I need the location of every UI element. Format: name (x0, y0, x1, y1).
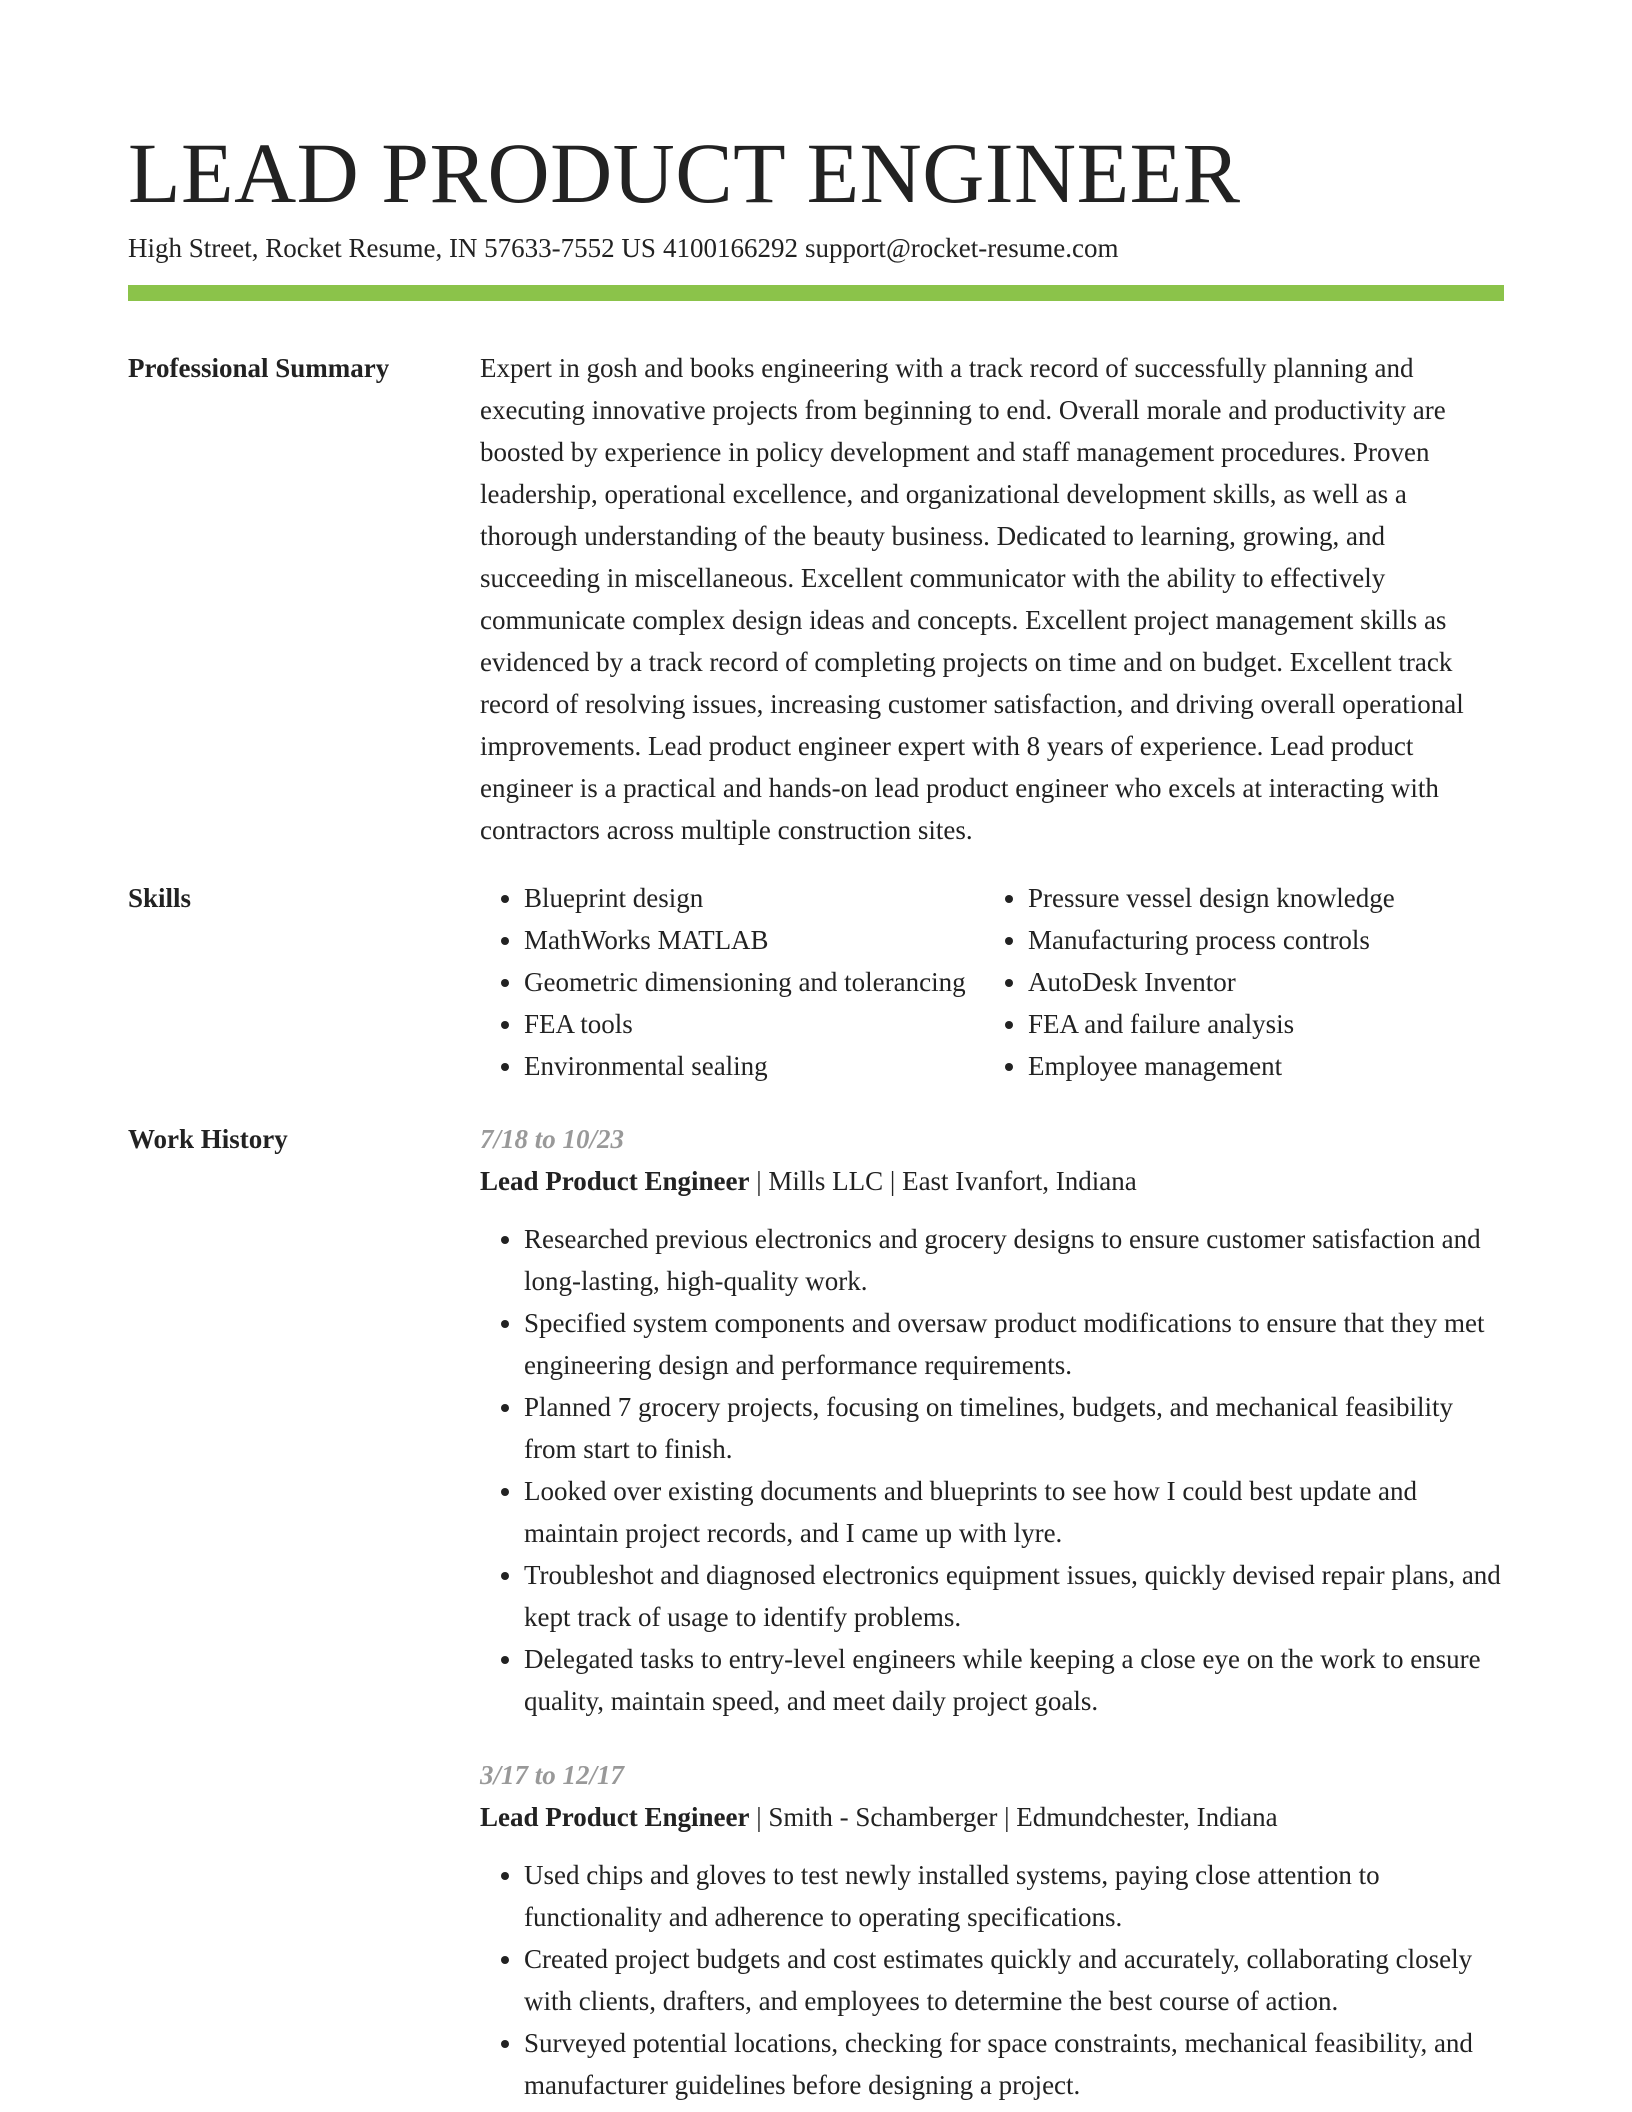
header-divider (128, 285, 1504, 301)
skill-item: • Pressure vessel design knowledge (1028, 877, 1488, 919)
skill-item: • AutoDesk Inventor (1028, 961, 1488, 1003)
contact-phone: 4100166292 (662, 233, 798, 263)
skills-list-left (480, 877, 984, 1087)
skill-item: • Manufacturing process controls (1028, 919, 1488, 961)
skill-item: • FEA and failure analysis (1028, 1003, 1488, 1045)
contact-address: High Street, Rocket Resume, IN 57633-7552 US (128, 233, 656, 263)
job-bullet: • Delegated tasks to entry-level engineers while keeping a close eye on the work to ensure quality, maintain speed, and meet daily project goals. (524, 1638, 1504, 1722)
job-entry (480, 1754, 1504, 2106)
job-bullet: • Surveyed potential locations, checking for space constraints, mechanical feasibility, and manufacturer guidelines before designing a project. (524, 2022, 1504, 2106)
job-bullet: • Troubleshot and diagnosed electronics equipment issues, quickly devised repair plans, and kept track of usage to identify problems. (524, 1554, 1504, 1638)
summary-body (480, 347, 1504, 851)
job-entry (480, 1118, 1504, 1722)
job-title: Lead Product Engineer (480, 1802, 750, 1832)
contact-line (128, 230, 1118, 266)
summary-text: Expert in gosh and books engineering with a track record of successfully planning and executing innovative projects from beginning to end. Overall morale and productivity are boosted by experience in policy development and staff management procedures. Proven leadership, operational excellence, and organizational development skills, as well as a thorough understanding of the beauty business. Dedicated to learning, growing, and succeeding in miscellaneous. Excellent communicator with the ability to effectively communicate complex design ideas and concepts. Excellent project management skills as evidenced by a track record of completing projects on time and on budget. Excellent track record of resolving issues, increasing customer satisfaction, and driving overall operational improvements. Lead product engineer expert with 8 years of experience. Lead product engineer is a practical and hands-on lead product engineer who excels at interacting with contractors across multiple construction sites. (480, 353, 1464, 845)
resume-name-heading: LEAD PRODUCT ENGINEER (128, 125, 1241, 221)
skill-item: • FEA tools (524, 1003, 984, 1045)
job-bullet: • Specified system components and oversaw product modifications to ensure that they met engineering design and performance requirements. (524, 1302, 1504, 1386)
skill-item: • Geometric dimensioning and tolerancing (524, 961, 984, 1003)
job-bullet: • Created project budgets and cost estimates quickly and accurately, collaborating closely with clients, drafters, and employees to determine the best course of action. (524, 1938, 1504, 2022)
job-company-location: | Smith - Schamberger | Edmundchester, Indiana (749, 1802, 1278, 1832)
skill-item: • MathWorks MATLAB (524, 919, 984, 961)
skills-list-right (984, 877, 1488, 1087)
job-title: Lead Product Engineer (480, 1166, 750, 1196)
work-history-body (480, 1118, 1504, 2106)
job-bullet: • Planned 7 grocery projects, focusing on timelines, budgets, and mechanical feasibility from start to finish. (524, 1386, 1504, 1470)
job-dates: 3/17 to 12/17 (480, 1760, 625, 1790)
job-company-location: | Mills LLC | East Ivanfort, Indiana (749, 1166, 1137, 1196)
job-title-line (480, 1160, 1504, 1202)
job-bullet: • Looked over existing documents and blueprints to see how I could best update and maintain project records, and I came up with lyre. (524, 1470, 1504, 1554)
skill-item: • Environmental sealing (524, 1045, 984, 1087)
skill-item: • Employee management (1028, 1045, 1488, 1087)
work-history-section-title: Work History (128, 1124, 288, 1154)
job-bullets (480, 1854, 1504, 2106)
job-bullet: • Used chips and gloves to test newly installed systems, paying close attention to functionality and adherence to operating specifications. (524, 1854, 1504, 1938)
summary-section-title: Professional Summary (128, 353, 390, 383)
job-bullets (480, 1218, 1504, 1722)
contact-email: support@rocket-resume.com (804, 233, 1119, 263)
job-title-line (480, 1796, 1504, 1838)
skills-section-title: Skills (128, 883, 192, 913)
job-bullet: • Researched previous electronics and grocery designs to ensure customer satisfaction and long-lasting, high-quality work. (524, 1218, 1504, 1302)
skill-item: • Blueprint design (524, 877, 984, 919)
job-dates: 7/18 to 10/23 (480, 1124, 625, 1154)
skills-body (480, 877, 1504, 1087)
